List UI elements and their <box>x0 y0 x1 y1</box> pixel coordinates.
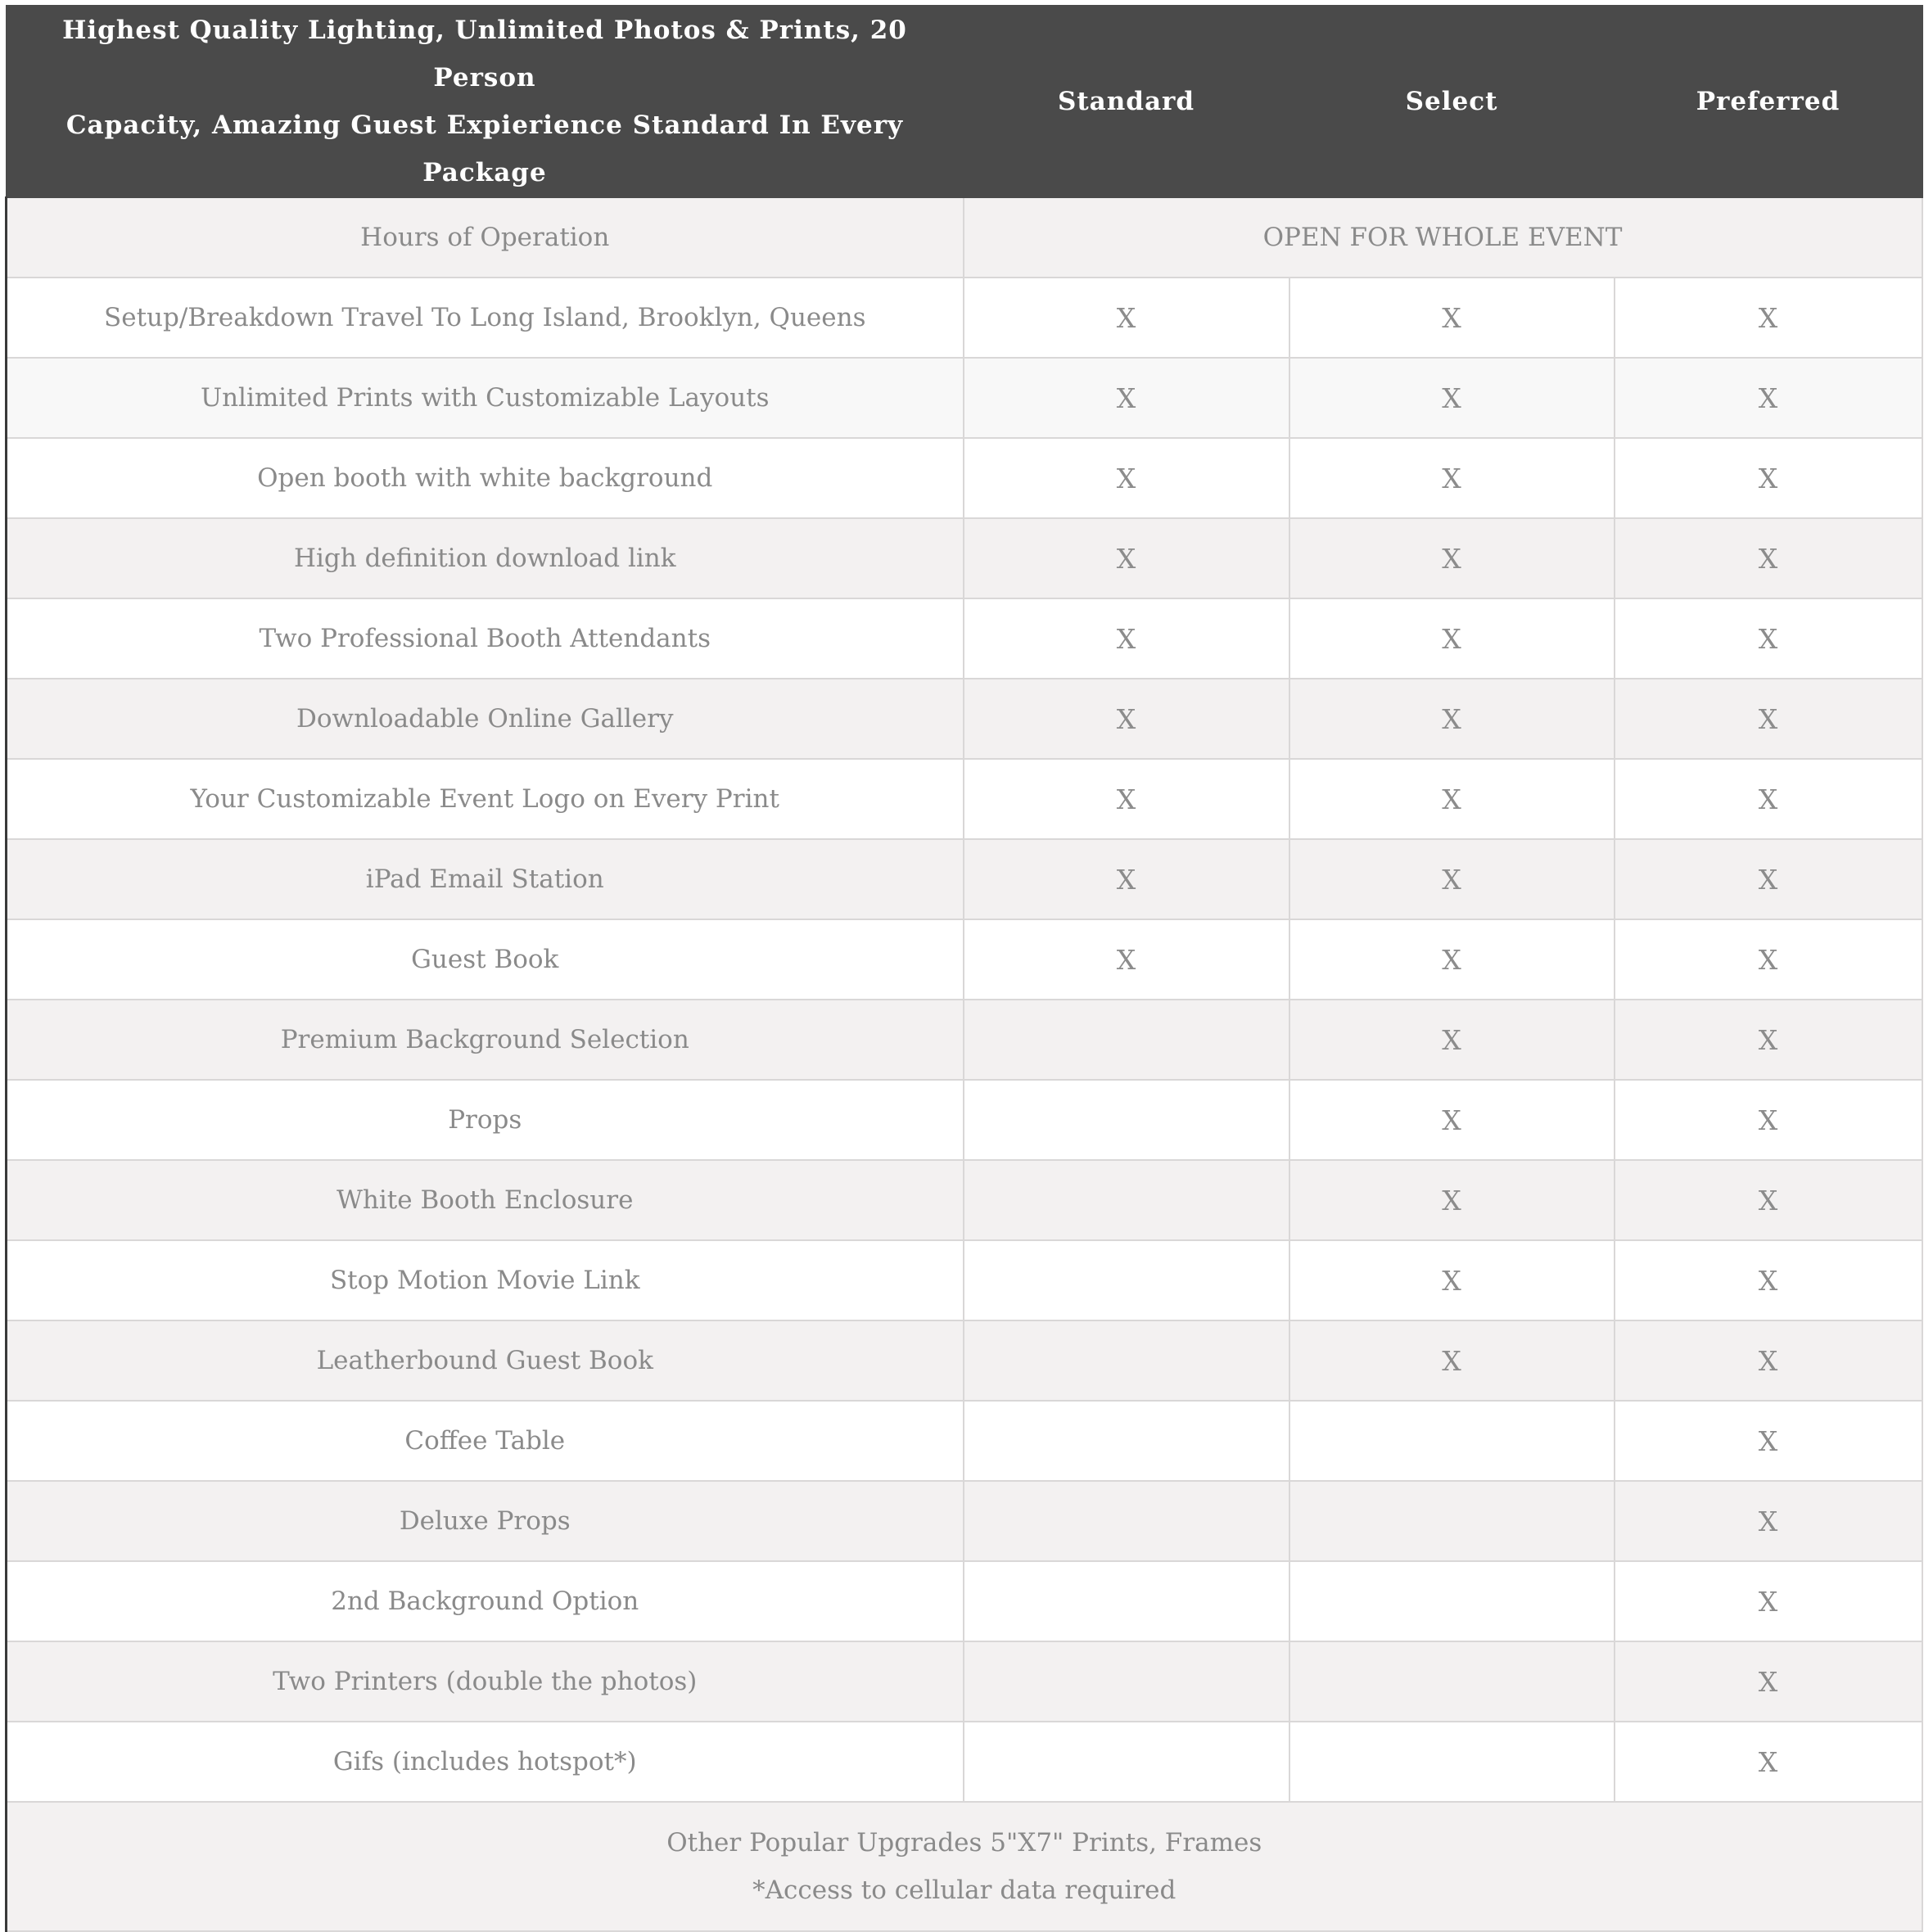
select-included-mark: X <box>1289 919 1615 1000</box>
preferred-included-mark: X <box>1615 1722 1922 1802</box>
table-row <box>7 1240 1922 1320</box>
table-row <box>7 919 1922 1000</box>
standard-included-mark: X <box>964 839 1289 919</box>
footer-note <box>7 1802 1922 1931</box>
select-included-mark: X <box>1289 1320 1615 1401</box>
select-package-header: Select <box>1289 6 1615 197</box>
standard-included-mark <box>964 1160 1289 1240</box>
select-included-mark <box>1289 1401 1615 1481</box>
standard-included-mark: X <box>964 358 1289 438</box>
preferred-included-mark: X <box>1615 278 1922 358</box>
table-row <box>7 1320 1922 1401</box>
table-row <box>7 518 1922 598</box>
table-row <box>7 358 1922 438</box>
table-row <box>7 1722 1922 1802</box>
select-included-mark <box>1289 1722 1615 1802</box>
features-header <box>7 6 964 197</box>
select-included-mark: X <box>1289 1000 1615 1080</box>
feature-label: Coffee Table <box>7 1401 964 1481</box>
select-included-mark: X <box>1289 278 1615 358</box>
footer-row <box>7 1802 1922 1931</box>
standard-included-mark <box>964 1000 1289 1080</box>
select-included-mark <box>1289 1561 1615 1641</box>
select-included-mark: X <box>1289 518 1615 598</box>
feature-label: 2nd Background Option <box>7 1561 964 1641</box>
feature-label: Setup/Breakdown Travel To Long Island, Brooklyn, Queens <box>7 278 964 358</box>
select-included-mark <box>1289 1481 1615 1561</box>
standard-included-mark <box>964 1401 1289 1481</box>
feature-label: White Booth Enclosure <box>7 1160 964 1240</box>
standard-included-mark: X <box>964 518 1289 598</box>
feature-label: Two Professional Booth Attendants <box>7 598 964 679</box>
standard-package-header: Standard <box>964 6 1289 197</box>
standard-included-mark: X <box>964 759 1289 839</box>
preferred-included-mark: X <box>1615 1000 1922 1080</box>
package-comparison-table <box>5 5 1923 1932</box>
select-included-mark: X <box>1289 1160 1615 1240</box>
standard-included-mark <box>964 1722 1289 1802</box>
preferred-included-mark: X <box>1615 358 1922 438</box>
select-included-mark: X <box>1289 358 1615 438</box>
standard-included-mark: X <box>964 919 1289 1000</box>
preferred-included-mark: X <box>1615 1641 1922 1722</box>
standard-included-mark <box>964 1320 1289 1401</box>
standard-included-mark <box>964 1641 1289 1722</box>
preferred-included-mark: X <box>1615 1160 1922 1240</box>
feature-label: Two Printers (double the photos) <box>7 1641 964 1722</box>
preferred-included-mark: X <box>1615 759 1922 839</box>
select-included-mark: X <box>1289 1240 1615 1320</box>
upgrades-note: Other Popular Upgrades 5"X7" Prints, Frames <box>666 1828 1262 1858</box>
select-included-mark <box>1289 1641 1615 1722</box>
standard-included-mark: X <box>964 598 1289 679</box>
hours-row <box>7 197 1922 278</box>
feature-label: Deluxe Props <box>7 1481 964 1561</box>
standard-included-mark: X <box>964 278 1289 358</box>
standard-included-mark: X <box>964 679 1289 759</box>
select-included-mark: X <box>1289 839 1615 919</box>
feature-label: Gifs (includes hotspot*) <box>7 1722 964 1802</box>
preferred-included-mark: X <box>1615 438 1922 518</box>
feature-label: Stop Motion Movie Link <box>7 1240 964 1320</box>
feature-label: Downloadable Online Gallery <box>7 679 964 759</box>
table-row <box>7 679 1922 759</box>
hours-value: OPEN FOR WHOLE EVENT <box>964 197 1922 278</box>
feature-label: Your Customizable Event Logo on Every Print <box>7 759 964 839</box>
features-header-line-2: Capacity, Amazing Guest Expierience Standard In Every Package <box>65 111 904 187</box>
table-header-row <box>7 6 1922 197</box>
preferred-included-mark: X <box>1615 598 1922 679</box>
feature-label: Premium Background Selection <box>7 1000 964 1080</box>
standard-included-mark <box>964 1080 1289 1160</box>
feature-label: Guest Book <box>7 919 964 1000</box>
features-header-line-1: Highest Quality Lighting, Unlimited Photos & Prints, 20 Person <box>62 16 907 93</box>
feature-label: High definition download link <box>7 518 964 598</box>
feature-label: Props <box>7 1080 964 1160</box>
table-row <box>7 1481 1922 1561</box>
table-row <box>7 1080 1922 1160</box>
table-row <box>7 278 1922 358</box>
preferred-included-mark: X <box>1615 1080 1922 1160</box>
table-row <box>7 1160 1922 1240</box>
preferred-included-mark: X <box>1615 919 1922 1000</box>
select-included-mark: X <box>1289 438 1615 518</box>
standard-included-mark <box>964 1240 1289 1320</box>
preferred-included-mark: X <box>1615 518 1922 598</box>
preferred-package-header: Preferred <box>1615 6 1922 197</box>
preferred-included-mark: X <box>1615 1401 1922 1481</box>
standard-included-mark <box>964 1481 1289 1561</box>
preferred-included-mark: X <box>1615 1320 1922 1401</box>
standard-included-mark <box>964 1561 1289 1641</box>
cellular-note: *Access to cellular data required <box>752 1876 1177 1905</box>
feature-label: Open booth with white background <box>7 438 964 518</box>
select-included-mark: X <box>1289 598 1615 679</box>
select-included-mark: X <box>1289 759 1615 839</box>
preferred-included-mark: X <box>1615 1561 1922 1641</box>
table-row <box>7 1401 1922 1481</box>
preferred-included-mark: X <box>1615 1240 1922 1320</box>
select-included-mark: X <box>1289 1080 1615 1160</box>
preferred-included-mark: X <box>1615 679 1922 759</box>
table-row <box>7 598 1922 679</box>
table-row <box>7 1000 1922 1080</box>
table-row <box>7 839 1922 919</box>
table-row <box>7 1641 1922 1722</box>
table-row <box>7 1561 1922 1641</box>
table-row <box>7 759 1922 839</box>
table-row <box>7 438 1922 518</box>
preferred-included-mark: X <box>1615 839 1922 919</box>
select-included-mark: X <box>1289 679 1615 759</box>
standard-included-mark: X <box>964 438 1289 518</box>
feature-label: iPad Email Station <box>7 839 964 919</box>
feature-label: Leatherbound Guest Book <box>7 1320 964 1401</box>
hours-label: Hours of Operation <box>7 197 964 278</box>
feature-label: Unlimited Prints with Customizable Layouts <box>7 358 964 438</box>
preferred-included-mark: X <box>1615 1481 1922 1561</box>
